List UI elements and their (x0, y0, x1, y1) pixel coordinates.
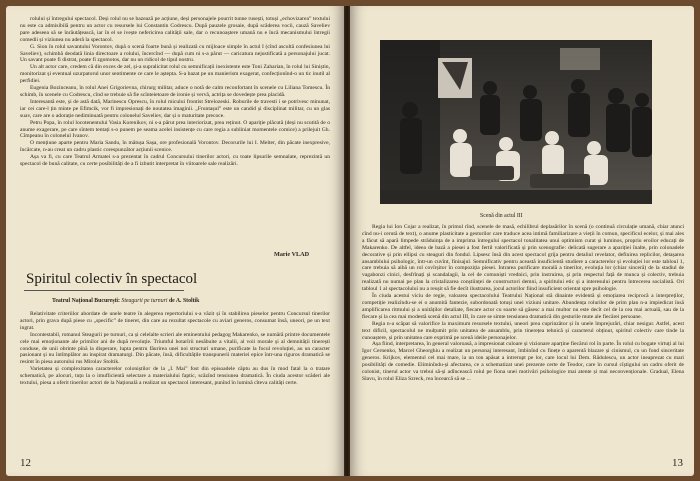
paragraph: Relativitate criteriilor abordate de unele teatre în alegerea repertoriului s-a văzit și în stabilirea pieselor pentru Concursul tinerilor actori, prin grava după piese cu „specific” de tineret, din care au rezultat spectacole cu aviari generos, consumat însă, uneori, pe un text ingrat. (20, 311, 330, 331)
paragraph: rolului și întregului spectacol. Deși rolul nu se bazează pe acțiune, deși personajele pourrit tunne rusești, totuși „echovizarea” textului nu este ca admisibilă pentru un actor cu resursele lui Constantin Codrescu. După pauzele grosaie, după scăderea vocii, cauză Saveliev pare adeseea să se înrăutățească, iar în el se ivește nefericirea calității sale, dar o recunoaștere umană nu e încă mecanismului întregii comedii și viziunea nu aderă la spectacol. (20, 16, 330, 43)
paragraph: Varietatea și complexitatea caracterelor coloniștilor de la „I. Mai” fost din episoadele căptu au dus în mod fatal la o tratare schematică, pe alocuri, tuțu la o imuflicientă selectare a materialului faptic, scăzînd tensiunea dramatică. În ciuda acestor scăderi ale textului, piesa a oferit tinerilor actori de la Națională a realizat un spectacol interesant, punînd în lumină cîteva calități certe. (20, 366, 330, 387)
title-underline (24, 290, 184, 291)
review-continuation-text (20, 16, 330, 254)
paragraph: Eugenia Bozinceanu, în rolul Anei Grigorievna, chirurg militar, aduce o notă de calm reconfortant în scenele cu Liliana Tomescu. În schimb, în scenele cu Codrescu, cînd se trebuie să fie scînteietoare de ironie și vervă, actrița se dovedește prea placidă. (20, 85, 330, 98)
article-subhead (52, 298, 199, 304)
stage-scene-illustration (380, 40, 652, 204)
subhead-play: Steagurii pe turnuri (121, 298, 168, 304)
photo-caption: Scenă din actul III (480, 213, 523, 219)
paragraph: Regia lui Ion Cojar a realizat, în primul rînd, scenele de masă, echilibrul deplasărilor în scenă (o continuă circulație umană, chiar atunci cînd nu-i cerută de text), o anume plasticitate a gesturilor care traduce acea intimă familiarizare a vieții în comun, specificul ecelor, și mai ales a făcut să apară limpede străduința de a imprima întregului spectacol tonalitatea unui optimism curat și luminos, propriu eroilor educați de Makarenko. De altfel, ideea de bază a piesei a fost fertil valorificată și prin scenografie: delicată sugerare a apariției înalte, prin colonadele decorative și prin ellipsi cu steaguri din fondul. Lipsesc însă din acest spectacol grija pentru detaliul revelator, definirea replicilor, detașarea ansamblului psihologic, într-un cuvînt, finisajul. Semnificativ pentru această insuficientă studiere a caracterelor și evoluției lor este tabloul 1, care trebuia să aibă un rol covîrșitor în compoziția piesei. Intrarea purificare morală a tinerilor, evoluția lor (chiar sinceră) de la stadiul de vagabonzi cinici, desfrînați și scandalagii, la cel de comuniști vrednici, prin instruirea, și prin respectul față de munca și colectiv, trebuia realizată nu numai pe plan la cristalizarea conștiinței de constructori demni, a spiritului etic și a interesului pentru întrecerea socialistă. Ori tabloul 1 al spectacolului nu a reușit să fie decît ilustrarea, jocul actorilor fiind insuficient orientat spre psihologie. (362, 224, 684, 293)
page-number: 13 (672, 457, 683, 469)
paragraph: Așa va fi, cu care Teatrul Armatei s-a prezentat în cadrul Concursului tinerilor actori, cu toate lipsurile semnalate, reprezintă un spectacol de bună calitate, cu certe posibilități de a fi izbutit interpretat în viitoarele sale realizări. (20, 154, 330, 168)
paragraph: Interesantă este, și de astă dată, Marinescu Oprescu, în rolul micului frontist Strelozeski. Roburile de travesti i se potrivesc minunat, iar cei care-l țin minte pe Efimcik, vor fi impresionați de noutatea imaginii. „Fruntașul” este un candid și disciplinat militar, cu un glas suav, care are o adorație nediminuată pentru colonelul Saveliev, dar și o maturitate precoce. (20, 98, 330, 119)
paragraph: În ciuda acestui viciu de regie, valoarea spectacolului Teatrului Național stă dinainte evidentă și emoțiarea reciprocă a interpreților, competiție realizîndu-se ei o anumită fantezie, subordonată totuși unei viziuni unitare. Abundența rolurilor de prim plan n-a impiedicat însă amplificarea ritmului și a unităților detaliate, fiecare actor cu soarte să găsesc a mai multor nu este decît cel de la cea mai actuală, sau de la fiecare și la cea mai modestă scenă din actul III, în care se simte tensiunea dramatică din gesturile mute ale fiecărei persoane. (362, 293, 684, 320)
paragraph: Petru Popa, în rolul locotenentului Vasia Korenikov, ni s-a părut prea interiorizat, prea reținut. O apariție plăcută (deși nu scutită de o anume exagerare, pe care sîntem tentați s-o punem pe seama acelei insistențe cu care regia a subliniat momentele comice) a prilejuit Gh. Cîmpeanu în colonelul Ivanov. (20, 119, 330, 140)
article-body-text (20, 311, 330, 449)
paragraph: Un alt actor care, credem că din exces de zel, și-a supralicitat rolul cu semnificații inexistente este Toni Zaharian, în rolul lui Siniștin, monitorizat și eventual uzurpatorul unor sentimente ce care le aștepta. S-a bazat pe un manierism exagerat, confecționînd-o un tic inutil al perfidiei. (20, 64, 330, 85)
article-title: Spiritul colectiv în spectacol (26, 271, 198, 287)
left-page (6, 6, 344, 476)
page-number: 12 (20, 457, 31, 469)
paragraph: Regia n-a scăpat să valorifice la maximum resursele textului, uneori prea cuprinzător și în unele împrejurări, chiar nesigur. Astfel, acest text dificil, spectacolul ne mulțumit prin unitatea de ansamblu, prin tinerețea tehnică și caracterul obținut, spiritul colectiv care tinde la cunoaștere, și prin unitatea care exprimă pe scenă ideile personajelor. (362, 320, 684, 341)
right-page-text (362, 224, 684, 446)
paragraph: Incontestabil, romanul Steagurii pe turnuri, ca și celelalte scrieri ale eminentului pedagog Makarenko, se numără printre documentele cele mai emoționante ale primilor ani de după revoluție. Triumful hotarîrii nesăbuite a vitalii, al voii morale și al demnității tinerești conduse, de unii obrinte pînă la disperare, lupta pentru făurirea unei noi structuri umane, purificate la focul revoluției, au un caracter pasionant și nu întîmplător au inspirat dramaturgi. Din păcate, însă, dificultățile transpunerii materiei epice într-una riguros dramatică se resimt în piesa autorului rus Mirolav Stoltik. (20, 331, 330, 366)
paragraph: Așa fiind, interpretarea, în general valoroasă, a impresionat culoare și vizionare aparține fiecărui rol în parte. În rolul cu bogate virtuți al lui Igor Cernenko, Marcel Gheorghiu a realizat un personaj interesant, îmbinînd cu finețe o aparentă blazare și cinismul, cu un fond sinceritate generos. Krijkov, elementul cel mai mare, ia un ton apăsat a intrerupt pe lor, care locul lui Dem. Rădulescu, un actor ineaprezat cu mari posibilități de comedie. Eliminîndu-și afectarea, ce a schematizat unei prezente certe de Teodor, care în cursul cîștigului un cadru oferit de colonist, tinerul actor va trebui să-și adîncească rolul pe fiona unei motivări psihologice mai atente și mai neconvenționale. Gradual, Elena Slavu, în rolul Eliza Szreck, rea încearcă să se ... (362, 341, 684, 382)
stage-photograph (380, 40, 652, 204)
paragraph: O mențiune aparte pentru Maria Sandu, în mătușa Sașa, ore profesională Vorontov. Decorurile lui I. Melter, din păcate inexpresive, încărcate, n-au creat un cadru plastic corespunzător acțiunii scenice. (20, 140, 330, 154)
paragraph: G. Sion în rolul savantului Vorontov, după o scenă foarte bună și realizată cu mijloace simple în actul I (cînd ascultă confesiunea lui Saveliev), schimbă deodată linia directoare a rolului, încercînd — după cum ni s-a părut — caricatura nejustificată a personajului jucat. Un savant poate fi distrat, poate fi zgomotos, dar nu un ridicol de tipul nostru. (20, 43, 330, 64)
author-signature: Marie VLAD (274, 251, 310, 258)
subhead-author: de A. Stoltik (168, 298, 200, 304)
subhead-theatre: Teatrul Național București: (52, 298, 120, 304)
